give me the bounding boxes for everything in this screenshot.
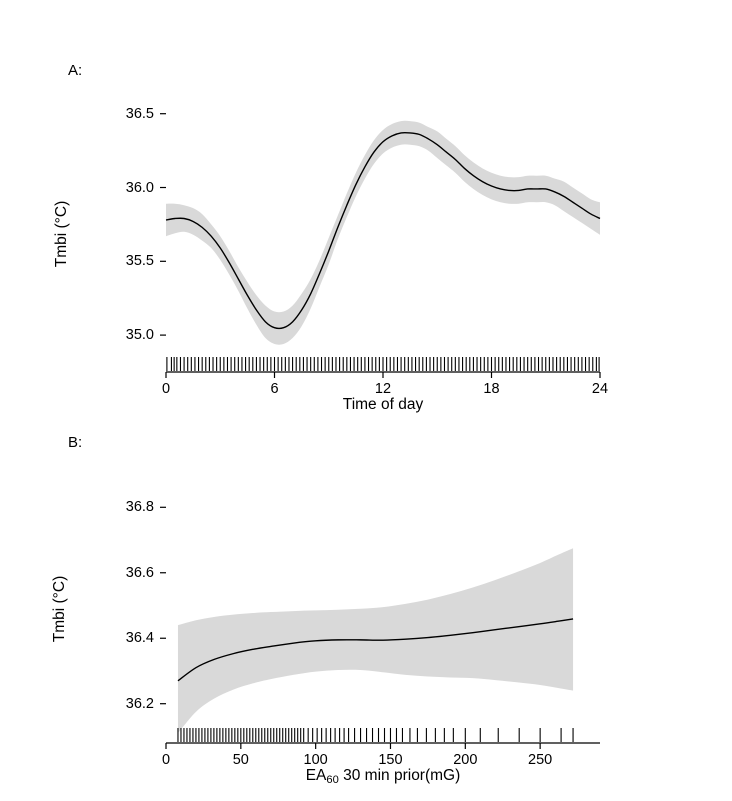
y-tick-label: 36.5 (125, 105, 154, 122)
panel-a-confidence-band (166, 121, 600, 345)
panel-a-x-axis-title (166, 396, 600, 414)
x-tick-label: 12 (374, 381, 392, 397)
panel-a-y-axis-title (53, 164, 71, 304)
y-tick-label: 35.0 (125, 327, 154, 344)
panel-b-y-axis-title-text: Tmbi (°C) (51, 575, 68, 643)
panel-b-x-axis-title (166, 767, 600, 786)
panel-a-label: A: (68, 62, 83, 79)
panel-b-x-axis-title-sub: 60 (326, 773, 339, 786)
y-tick-label: 36.6 (125, 564, 154, 581)
x-tick-label: 100 (303, 752, 328, 768)
panel-b-plot (0, 420, 732, 801)
x-tick-label: 250 (528, 752, 553, 768)
panel-a-x-ticks (166, 372, 600, 378)
panel-b-label: B: (68, 434, 83, 451)
panel-b-x-axis-title-suffix: 30 min prior(mG) (338, 767, 461, 784)
panel-b-x-ticks (166, 743, 540, 749)
x-tick-label: 6 (270, 381, 279, 397)
x-tick-label: 24 (591, 381, 609, 397)
y-tick-label: 36.2 (125, 695, 154, 712)
panel-b-x-axis-title-prefix: EA (305, 767, 327, 784)
x-tick-label: 150 (378, 752, 403, 768)
panel-a-y-axis-title-text: Tmbi (°C) (53, 200, 70, 268)
x-tick-label: 50 (232, 752, 249, 768)
x-tick-label: 0 (161, 752, 171, 768)
y-tick-label: 35.5 (125, 253, 154, 270)
x-tick-label: 200 (453, 752, 478, 768)
panel-a-fit-line (166, 133, 600, 329)
x-tick-label: 18 (483, 381, 500, 397)
x-tick-label: 0 (161, 381, 171, 397)
panel-b-y-axis-title (51, 539, 69, 679)
panel-b-rug (178, 728, 573, 742)
panel-b-y-ticks (160, 507, 166, 703)
y-tick-label: 36.0 (125, 179, 154, 196)
y-tick-label: 36.4 (125, 630, 154, 647)
y-tick-label: 36.8 (125, 499, 154, 516)
panel-a-rug (167, 357, 599, 371)
panel-a-x-axis-title-text: Time of day (342, 396, 424, 413)
chart-panel-b (0, 420, 732, 801)
panel-a-y-ticks (160, 114, 166, 335)
